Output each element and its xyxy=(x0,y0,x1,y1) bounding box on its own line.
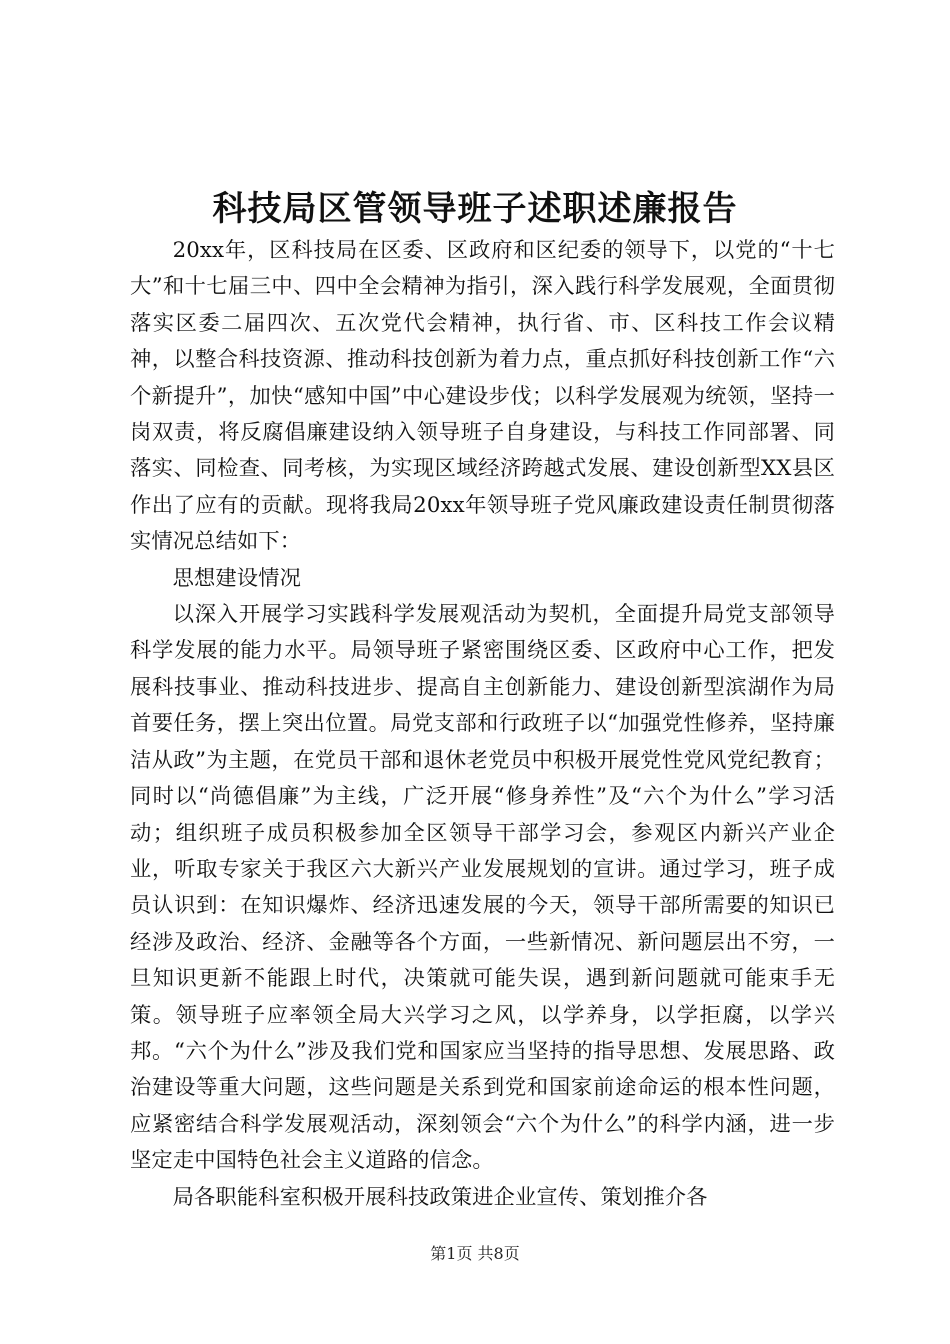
paragraph-intro: 20xx年，区科技局在区委、区政府和区纪委的领导下，以党的“十七大”和十七届三中、四中全会精神为指引，深入践行科学发展观，全面贯彻落实区委二届四次、五次党代会精神，执行省、市、区科技工作会议精神，以整合科技资源、推动科技创新为着力点，重点抓好科技创新工作“六个新提升”，加快“感知中国”中心建设步伐；以科学发展观为统领，坚持一岗双责，将反腐倡廉建设纳入领导班子自身建设，与科技工作同部署、同落实、同检查、同考核，为实现区域经济跨越式发展、建设创新型XX县区作出了应有的贡献。现将我局20xx年领导班子党风廉政建设责任制贯彻落实情况总结如下： xyxy=(130,238,835,555)
paragraph-departments: 局各职能科室积极开展科技政策进企业宣传、策划推介各 xyxy=(172,1184,708,1210)
document-title: 科技局区管领导班子述职述廉报告 xyxy=(212,189,738,229)
page-footer: 第1页 共8页 xyxy=(430,1244,520,1263)
section-heading-ideology: 思想建设情况 xyxy=(172,565,301,591)
document-body xyxy=(130,233,835,1216)
paragraph-ideology: 以深入开展学习实践科学发展观活动为契机，全面提升局党支部领导科学发展的能力水平。局领导班子紧密围绕区委、区政府中心工作，把发展科技事业、推动科技进步、提高自主创新能力、建设创新型滨湖作为局首要任务，摆上突出位置。局党支部和行政班子以“加强党性修养，坚持廉洁从政”为主题，在党员干部和退休老党员中积极开展党性党风党纪教育；同时以“尚德倡廉”为主线，广泛开展“修身养性”及“六个为什么”学习活动；组织班子成员积极参加全区领导干部学习会，参观区内新兴产业企业，听取专家关于我区六大新兴产业发展规划的宣讲。通过学习，班子成员认识到：在知识爆炸、经济迅速发展的今天，领导干部所需要的知识已经涉及政治、经济、金融等各个方面，一些新情况、新问题层出不穷，一旦知识更新不能跟上时代，决策就可能失误，遇到新问题就可能束手无策。领导班子应率领全局大兴学习之风，以学养身，以学拒腐，以学兴邦。“六个为什么”涉及我们党和国家应当坚持的指导思想、发展思路、政治建设等重大问题，这些问题是关系到党和国家前途命运的根本性问题，应紧密结合科学发展观活动，深刻领会“六个为什么”的科学内涵，进一步坚定走中国特色社会主义道路的信念。 xyxy=(130,602,835,1174)
